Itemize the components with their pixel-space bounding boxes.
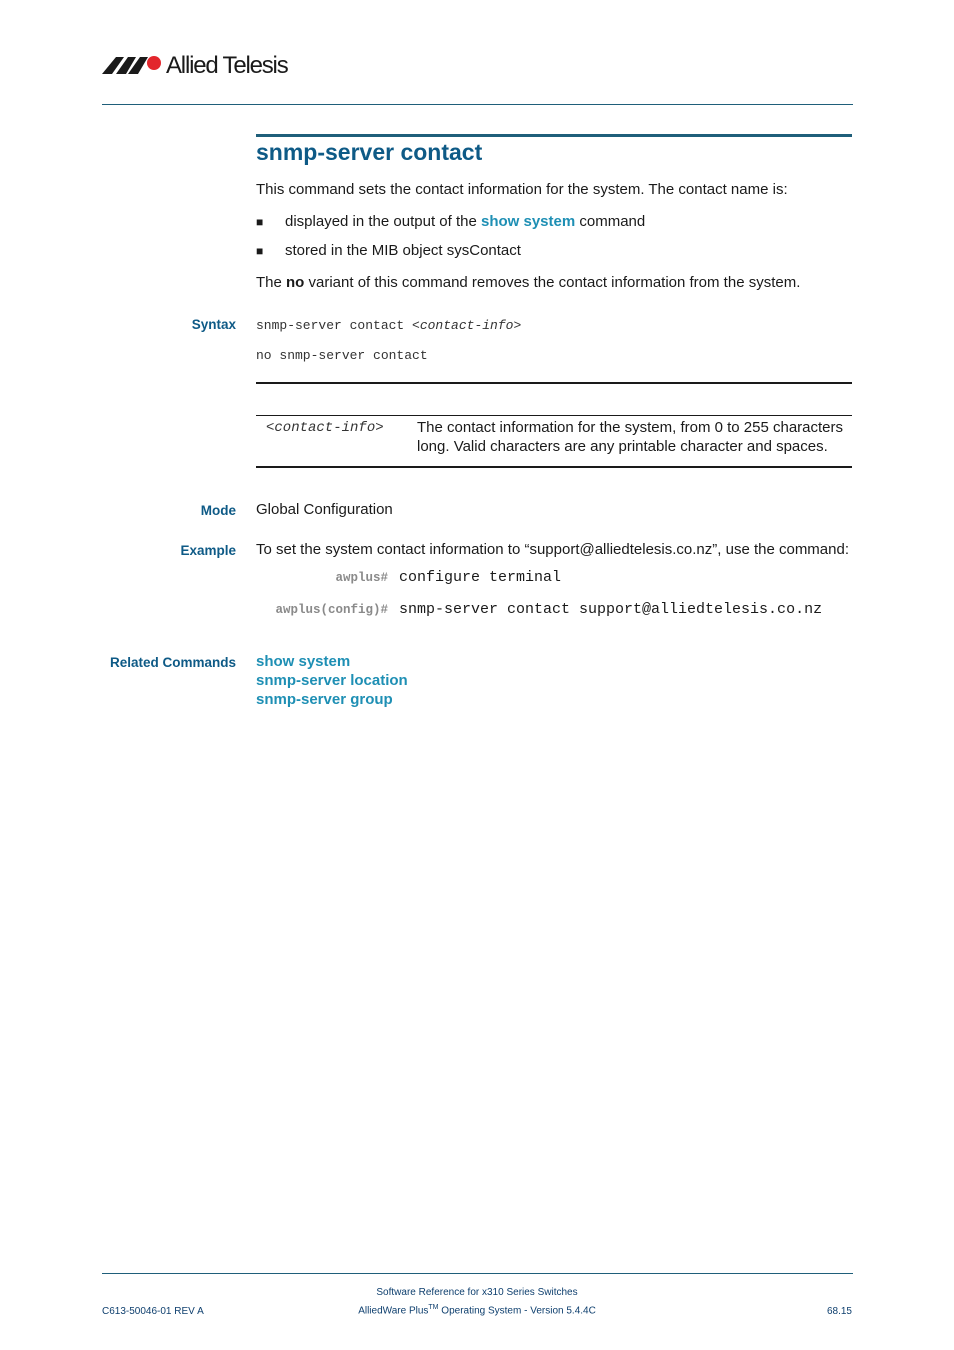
- table-header-rule: [256, 415, 852, 416]
- show-system-link[interactable]: show system: [480, 213, 576, 230]
- syntax-line-2: no snmp-server contact: [256, 348, 428, 363]
- example-prompt: awplus(config)#: [275, 603, 388, 617]
- table-bottom-rule: [256, 466, 852, 468]
- param-name: <contact-info>: [266, 420, 384, 436]
- allied-telesis-logo: [102, 52, 302, 80]
- footer-divider: [102, 1273, 853, 1274]
- related-commands-label: Related Commands: [109, 655, 236, 670]
- example-command: snmp-server contact support@alliedtelesis.co.nz: [399, 601, 823, 618]
- related-link-snmp-server-group[interactable]: snmp-server group: [256, 691, 393, 708]
- bullet-icon: ■: [256, 244, 264, 258]
- syntax-line-1: snmp-server contact <contact-info>: [256, 318, 522, 333]
- related-link-show-system[interactable]: show system: [256, 653, 351, 670]
- example-label: Example: [180, 543, 236, 558]
- mode-value: Global Configuration: [256, 501, 393, 518]
- mode-label: Mode: [200, 503, 236, 518]
- syntax-label: Syntax: [191, 317, 236, 332]
- logo-text: Allied Telesis: [166, 52, 288, 79]
- footer-title: Software Reference for x310 Series Switches: [376, 1287, 578, 1298]
- example-command: configure terminal: [399, 569, 562, 586]
- logo-mark-icon: [102, 54, 164, 78]
- example-prompt: awplus#: [335, 571, 388, 585]
- footer-page-number: 68.15: [826, 1306, 852, 1317]
- intro-text: This command sets the contact information for the system. The contact name is:: [256, 181, 788, 198]
- bullet-item: stored in the MIB object sysContact: [285, 242, 521, 259]
- header-divider: [102, 104, 853, 105]
- example-text: To set the system contact information to “support@alliedtelesis.co.nz”, use the command:: [256, 541, 849, 558]
- related-link-snmp-server-location[interactable]: snmp-server location: [256, 672, 408, 689]
- page-title: snmp-server contact: [256, 139, 483, 165]
- bullet-icon: ■: [256, 215, 264, 229]
- table-top-rule: [256, 382, 852, 384]
- no-variant-text: The no variant of this command removes the contact information from the system.: [256, 274, 801, 291]
- footer-doc-id: C613-50046-01 REV A: [102, 1306, 204, 1317]
- title-rule: [256, 134, 852, 137]
- footer-subtitle: AlliedWare Plus™ Operating System - Version 5.4.4C: [358, 1304, 596, 1317]
- bullet-item: displayed in the output of the show system command: [285, 213, 646, 230]
- param-description: The contact information for the system, from 0 to 255 characters long. Valid characters are any printable character and spaces.: [417, 419, 844, 455]
